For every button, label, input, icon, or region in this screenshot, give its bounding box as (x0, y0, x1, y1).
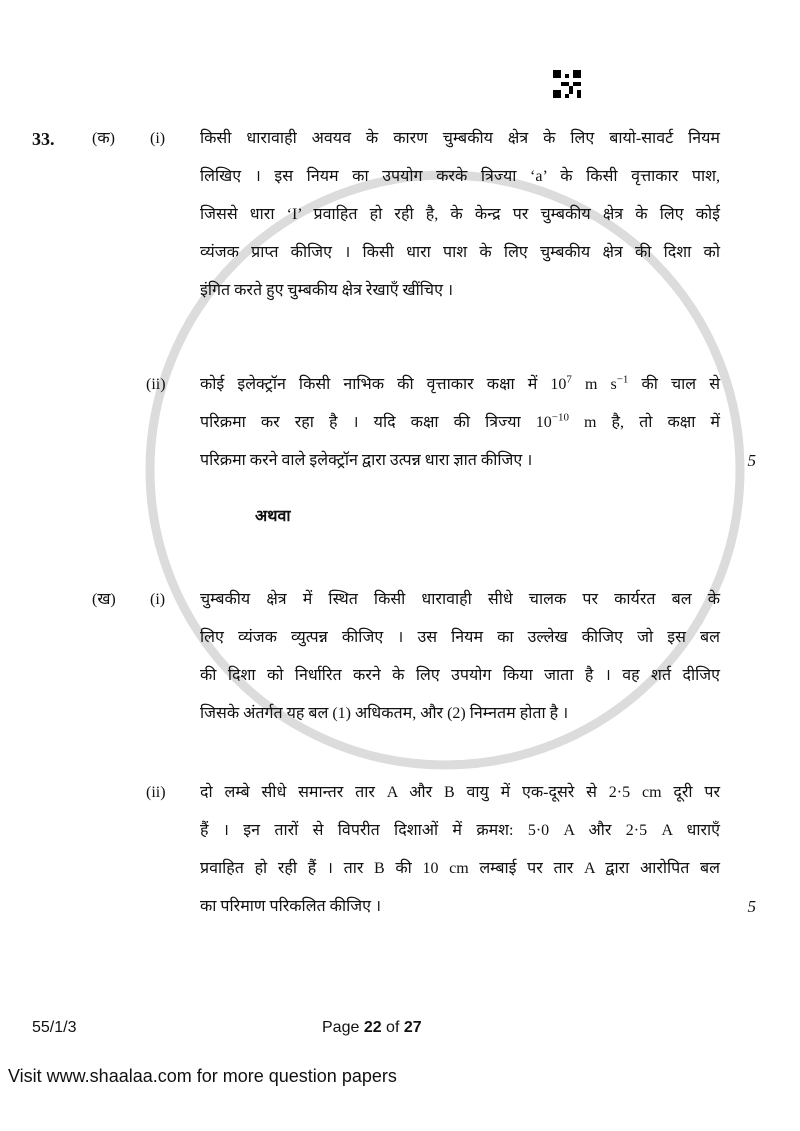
question-text-line: परिक्रमा कर रहा है । यदि कक्षा की त्रिज्या $10^{-10}$ m है, तो कक्षा में (200, 411, 720, 431)
page-footer (0, 1018, 800, 1038)
part-b-sub-i (0, 581, 800, 733)
sub-i-label: (i) (150, 591, 166, 608)
question-text-line: परिक्रमा करने वाले इलेक्ट्रॉन द्वारा उत्पन्न धारा ज्ञात कीजिए । (200, 452, 533, 469)
part-b-sub-ii (0, 774, 800, 926)
visit-link[interactable]: Visit www.shaalaa.com for more question papers (8, 1066, 397, 1086)
or-label: अथवा (255, 508, 291, 525)
marks: 5 (747, 451, 756, 470)
question-text-line: लिखिए । इस नियम का उपयोग करके त्रिज्या ‘a’ के किसी वृत्ताकार पाश, (200, 168, 720, 185)
question-text-line: इंगित करते हुए चुम्बकीय क्षेत्र रेखाएँ खींचिए । (200, 282, 454, 299)
page-number: Page 22 of 27 (322, 1019, 422, 1036)
question-text-line: प्रवाहित हो रही हैं । तार B की 10 cm लम्बाई पर तार A द्वारा आरोपित बल (200, 860, 720, 877)
question-text-line: लिए व्यंजक व्युत्पन्न कीजिए । उस नियम का उल्लेख कीजिए जो इस बल (200, 629, 720, 646)
paper-code: 55/1/3 (32, 1019, 77, 1036)
question-text-line: का परिमाण परिकलित कीजिए । (200, 898, 382, 915)
question-text-line: हैं । इन तारों से विपरीत दिशाओं में क्रमश: 5·0 A और 2·5 A धाराएँ (200, 822, 720, 839)
part-b-label: (ख) (92, 591, 116, 608)
part-a-sub-i (0, 120, 800, 310)
part-a-label: (क) (92, 130, 115, 147)
question-text-line: जिसके अंतर्गत यह बल (1) अधिकतम, और (2) निम्नतम होता है । (200, 705, 569, 722)
question-text-line: दो लम्बे सीधे समान्तर तार A और B वायु में एक-दूसरे से 2·5 cm दूरी पर (200, 784, 720, 801)
sub-ii-label: (ii) (146, 784, 166, 801)
part-a-sub-ii (0, 366, 800, 480)
question-text-line: जिससे धारा ‘I’ प्रवाहित हो रही है, के केन्द्र पर चुम्बकीय क्षेत्र के लिए कोई (200, 206, 720, 223)
question-text-line: चुम्बकीय क्षेत्र में स्थित किसी धारावाही सीधे चालक पर कार्यरत बल के (200, 591, 720, 608)
question-text-line: व्यंजक प्राप्त कीजिए । किसी धारा पाश के लिए चुम्बकीय क्षेत्र की दिशा को (200, 244, 720, 261)
question-text-line: कोई इलेक्ट्रॉन किसी नाभिक की वृत्ताकार कक्षा में $10^7$ m $s^{-1}$ की चाल से (200, 373, 721, 393)
question-text-line: की दिशा को निर्धारित करने के लिए उपयोग किया जाता है । वह शर्त दीजिए (200, 667, 720, 684)
question-text-line: किसी धारावाही अवयव के कारण चुम्बकीय क्षेत्र के लिए बायो-सावर्ट नियम (200, 130, 720, 147)
sub-i-label: (i) (150, 130, 166, 147)
sub-ii-label: (ii) (146, 376, 166, 393)
marks: 5 (747, 897, 756, 916)
question-number: 33. (32, 129, 55, 149)
